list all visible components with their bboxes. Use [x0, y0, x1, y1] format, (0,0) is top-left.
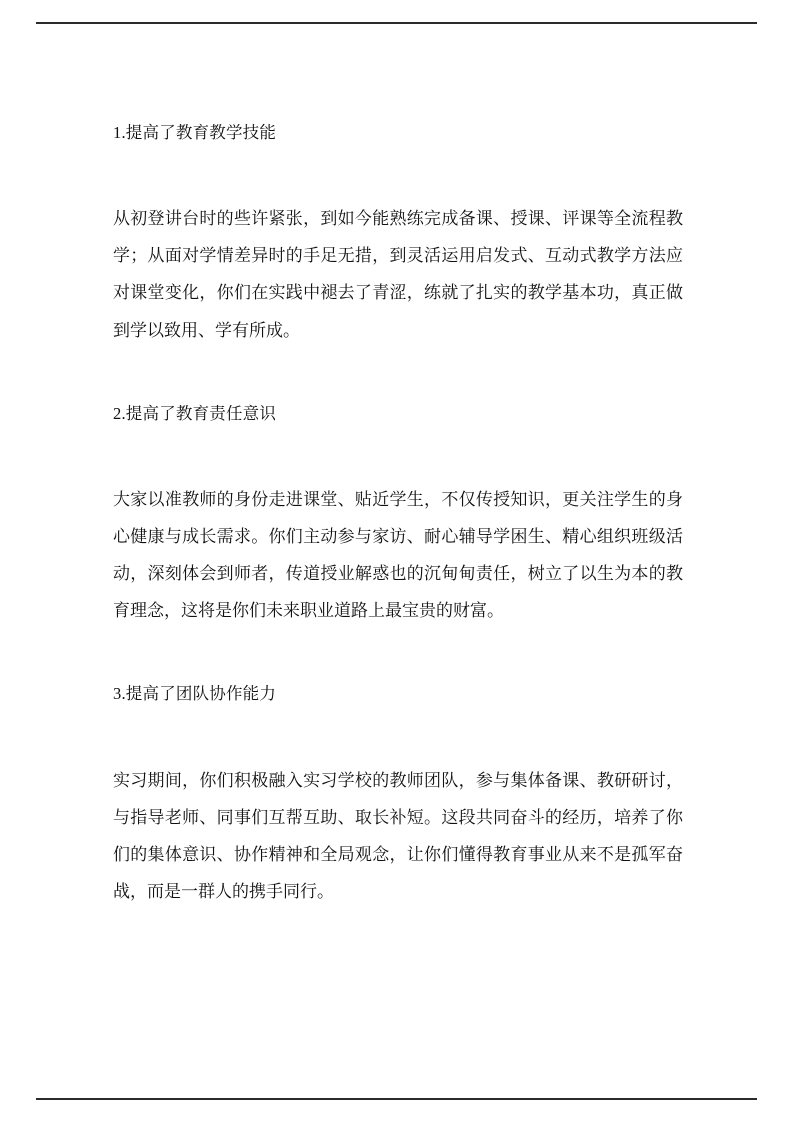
document-body: [113, 120, 683, 910]
section-paragraph: 实习期间，你们积极融入实习学校的教师团队，参与集体备课、教研研讨，与指导老师、同事们互帮互助、取长补短。这段共同奋斗的经历，培养了你们的集体意识、协作精神和全局观念，让你们懂得教育事业从来不是孤军奋战，而是一群人的携手同行。: [113, 770, 683, 901]
section-heading: 2.提高了教育责任意识: [113, 403, 277, 423]
spacer: [113, 349, 683, 401]
page-top-divider: [36, 22, 757, 24]
section-block-1: [113, 120, 683, 401]
section-paragraph: 从初登讲台时的些许紧张，到如今能熟练完成备课、授课、评课等全流程教学；从面对学情差异时的手足无措，到灵活运用启发式、互动式教学方法应对课堂变化，你们在实践中褪去了青涩，练就了扎实的教学基本功，真正做到学以致用、学有所成。: [113, 209, 683, 340]
spacer: [113, 146, 683, 200]
section-heading: 3.提高了团队协作能力: [113, 684, 277, 704]
spacer: [113, 708, 683, 762]
spacer: [113, 427, 683, 481]
section-heading: 1.提高了教育教学技能: [113, 123, 277, 142]
section-paragraph: 大家以准教师的身份走进课堂、贴近学生，不仅传授知识，更关注学生的身心健康与成长需求。你们主动参与家访、耐心辅导学困生、精心组织班级活动，深刻体会到师者，传道授业解惑也的沉甸甸责任，树立了以生为本的教育理念，这将是你们未来职业道路上最宝贵的财富。: [113, 489, 683, 621]
spacer: [113, 629, 683, 681]
section-block-2: [113, 401, 683, 682]
page-bottom-divider: [36, 1098, 757, 1100]
section-block-3: [113, 681, 683, 910]
